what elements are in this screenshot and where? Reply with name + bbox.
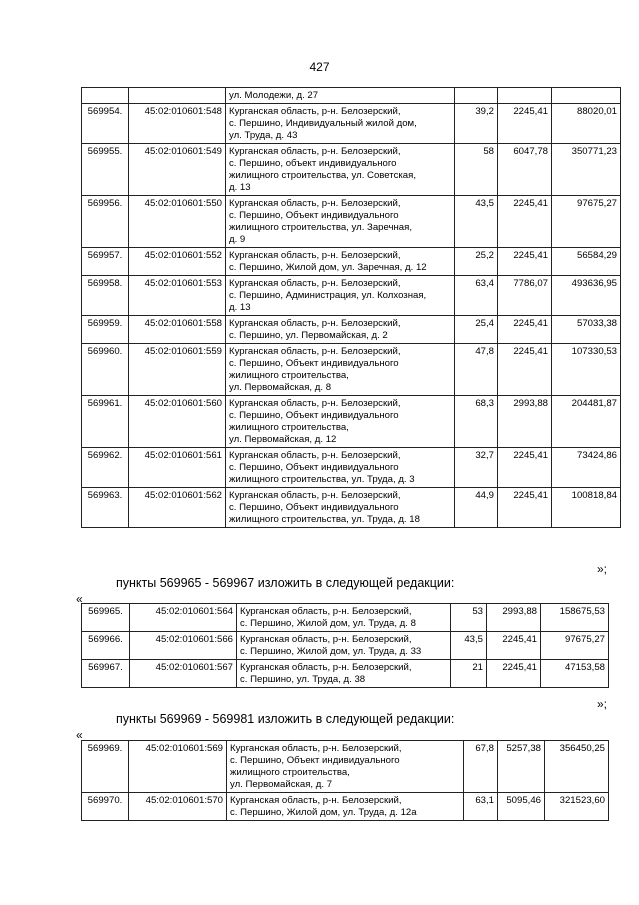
table-row xyxy=(82,316,621,344)
area-value: 63,1 xyxy=(464,793,498,821)
cadastral-number: 45:02:010601:569 xyxy=(129,741,227,793)
cadastral-number: 45:02:010601:558 xyxy=(129,316,226,344)
row-number: 569962. xyxy=(82,448,129,488)
area-value: 39,2 xyxy=(455,104,498,144)
cadastral-cost: 356450,25 xyxy=(545,741,609,793)
cadastral-cost: 158675,53 xyxy=(541,604,609,632)
row-number: 569966. xyxy=(82,632,130,660)
row-number: 569956. xyxy=(82,196,129,248)
cadastral-cost: 350771,23 xyxy=(552,144,621,196)
area-value: 43,5 xyxy=(451,632,487,660)
cadastral-cost: 97675,27 xyxy=(541,632,609,660)
area-value: 21 xyxy=(451,660,487,688)
cadastral-number: 45:02:010601:552 xyxy=(129,248,226,276)
table-row xyxy=(82,104,621,144)
cadastral-number xyxy=(129,88,226,104)
property-address: Курганская область, р-н. Белозерский, с. Першино, ул. Труда, д. 38 xyxy=(237,660,451,688)
cadastral-cost: 57033,38 xyxy=(552,316,621,344)
row-number: 569960. xyxy=(82,344,129,396)
cadastral-number: 45:02:010601:567 xyxy=(130,660,237,688)
table-row xyxy=(82,248,621,276)
area-value: 44,9 xyxy=(455,488,498,528)
property-table-2 xyxy=(81,603,609,688)
unit-price: 2245,41 xyxy=(498,196,552,248)
table-row xyxy=(82,488,621,528)
area-value: 63,4 xyxy=(455,276,498,316)
cadastral-cost: 204481,87 xyxy=(552,396,621,448)
unit-price: 2993,88 xyxy=(487,604,541,632)
cadastral-number: 45:02:010601:550 xyxy=(129,196,226,248)
area-value: 47,8 xyxy=(455,344,498,396)
property-address: Курганская область, р-н. Белозерский, с. Першино, Объект индивидуального жилищного строительства, ул. Заречная, д. 9 xyxy=(226,196,455,248)
table-row xyxy=(82,344,621,396)
table-row xyxy=(82,660,609,688)
property-address: Курганская область, р-н. Белозерский, с. Першино, Индивидуальный жилой дом, ул. Труда, д. 43 xyxy=(226,104,455,144)
unit-price: 7786,07 xyxy=(498,276,552,316)
row-number xyxy=(82,88,129,104)
property-address: Курганская область, р-н. Белозерский, с. Першино, Объект индивидуального жилищного строительства, ул. Первомайская, д. 12 xyxy=(226,396,455,448)
unit-price: 2245,41 xyxy=(498,248,552,276)
property-address: Курганская область, р-н. Белозерский, с. Першино, Жилой дом, ул. Труда, д. 8 xyxy=(237,604,451,632)
closing-quote-2: »; xyxy=(597,697,608,711)
property-address: Курганская область, р-н. Белозерский, с. Першино, ул. Первомайская, д. 2 xyxy=(226,316,455,344)
cadastral-number: 45:02:010601:559 xyxy=(129,344,226,396)
cadastral-number: 45:02:010601:562 xyxy=(129,488,226,528)
row-number: 569961. xyxy=(82,396,129,448)
property-address: Курганская область, р-н. Белозерский, с. Першино, Администрация, ул. Колхозная, д. 13 xyxy=(226,276,455,316)
amendment-instruction-1: пункты 569965 - 569967 изложить в следующей редакции: xyxy=(116,576,455,590)
unit-price: 2245,41 xyxy=(487,632,541,660)
property-address: Курганская область, р-н. Белозерский, с. Першино, Объект индивидуального жилищного строительства, ул. Первомайская, д. 8 xyxy=(226,344,455,396)
property-table-3 xyxy=(81,740,609,821)
property-address: Курганская область, р-н. Белозерский, с. Першино, Объект индивидуального жилищного строительства, ул. Труда, д. 18 xyxy=(226,488,455,528)
page-number: 427 xyxy=(309,60,330,74)
opening-quote-1: « xyxy=(76,592,83,606)
opening-quote-2: « xyxy=(76,728,83,742)
unit-price: 5095,46 xyxy=(498,793,545,821)
table-row xyxy=(82,396,621,448)
cadastral-number: 45:02:010601:566 xyxy=(130,632,237,660)
property-address: Курганская область, р-н. Белозерский, с. Першино, Жилой дом, ул. Труда, д. 12а xyxy=(227,793,464,821)
area-value: 25,4 xyxy=(455,316,498,344)
table-row xyxy=(82,793,609,821)
table-row xyxy=(82,604,609,632)
property-address: Курганская область, р-н. Белозерский, с. Першино, Объект индивидуального жилищного строительства, ул. Первомайская, д. 7 xyxy=(227,741,464,793)
row-number: 569955. xyxy=(82,144,129,196)
table-row xyxy=(82,276,621,316)
cadastral-cost: 97675,27 xyxy=(552,196,621,248)
property-address: ул. Молодежи, д. 27 xyxy=(226,88,455,104)
row-number: 569965. xyxy=(82,604,130,632)
unit-price: 2245,41 xyxy=(498,488,552,528)
cadastral-cost: 100818,84 xyxy=(552,488,621,528)
cadastral-cost: 321523,60 xyxy=(545,793,609,821)
area-value xyxy=(455,88,498,104)
cadastral-number: 45:02:010601:553 xyxy=(129,276,226,316)
unit-price xyxy=(498,88,552,104)
area-value: 43,5 xyxy=(455,196,498,248)
area-value: 58 xyxy=(455,144,498,196)
row-number: 569957. xyxy=(82,248,129,276)
amendment-instruction-2: пункты 569969 - 569981 изложить в следующей редакции: xyxy=(116,712,455,726)
unit-price: 5257,38 xyxy=(498,741,545,793)
closing-quote-1: »; xyxy=(597,562,608,576)
table-row xyxy=(82,196,621,248)
table-row xyxy=(82,741,609,793)
area-value: 25,2 xyxy=(455,248,498,276)
cadastral-number: 45:02:010601:564 xyxy=(130,604,237,632)
property-address: Курганская область, р-н. Белозерский, с. Першино, объект индивидуального жилищного строительства, ул. Советская, д. 13 xyxy=(226,144,455,196)
row-number: 569969. xyxy=(82,741,129,793)
unit-price: 2993,88 xyxy=(498,396,552,448)
cadastral-cost: 47153,58 xyxy=(541,660,609,688)
cadastral-number: 45:02:010601:561 xyxy=(129,448,226,488)
cadastral-cost: 56584,29 xyxy=(552,248,621,276)
table-row xyxy=(82,632,609,660)
cadastral-number: 45:02:010601:548 xyxy=(129,104,226,144)
unit-price: 2245,41 xyxy=(487,660,541,688)
cadastral-cost: 73424,86 xyxy=(552,448,621,488)
row-number: 569954. xyxy=(82,104,129,144)
table-row xyxy=(82,144,621,196)
area-value: 32,7 xyxy=(455,448,498,488)
row-number: 569963. xyxy=(82,488,129,528)
cadastral-number: 45:02:010601:560 xyxy=(129,396,226,448)
cadastral-cost: 493636,95 xyxy=(552,276,621,316)
table-row xyxy=(82,88,621,104)
table-row xyxy=(82,448,621,488)
unit-price: 2245,41 xyxy=(498,316,552,344)
unit-price: 2245,41 xyxy=(498,104,552,144)
cadastral-cost xyxy=(552,88,621,104)
unit-price: 2245,41 xyxy=(498,344,552,396)
area-value: 67,8 xyxy=(464,741,498,793)
row-number: 569967. xyxy=(82,660,130,688)
property-address: Курганская область, р-н. Белозерский, с. Першино, Объект индивидуального жилищного строительства, ул. Труда, д. 3 xyxy=(226,448,455,488)
cadastral-number: 45:02:010601:570 xyxy=(129,793,227,821)
unit-price: 6047,78 xyxy=(498,144,552,196)
cadastral-cost: 88020,01 xyxy=(552,104,621,144)
cadastral-cost: 107330,53 xyxy=(552,344,621,396)
property-address: Курганская область, р-н. Белозерский, с. Першино, Жилой дом, ул. Заречная, д. 12 xyxy=(226,248,455,276)
row-number: 569959. xyxy=(82,316,129,344)
row-number: 569970. xyxy=(82,793,129,821)
cadastral-number: 45:02:010601:549 xyxy=(129,144,226,196)
area-value: 68,3 xyxy=(455,396,498,448)
unit-price: 2245,41 xyxy=(498,448,552,488)
area-value: 53 xyxy=(451,604,487,632)
property-table-1 xyxy=(81,87,621,528)
property-address: Курганская область, р-н. Белозерский, с. Першино, Жилой дом, ул. Труда, д. 33 xyxy=(237,632,451,660)
row-number: 569958. xyxy=(82,276,129,316)
